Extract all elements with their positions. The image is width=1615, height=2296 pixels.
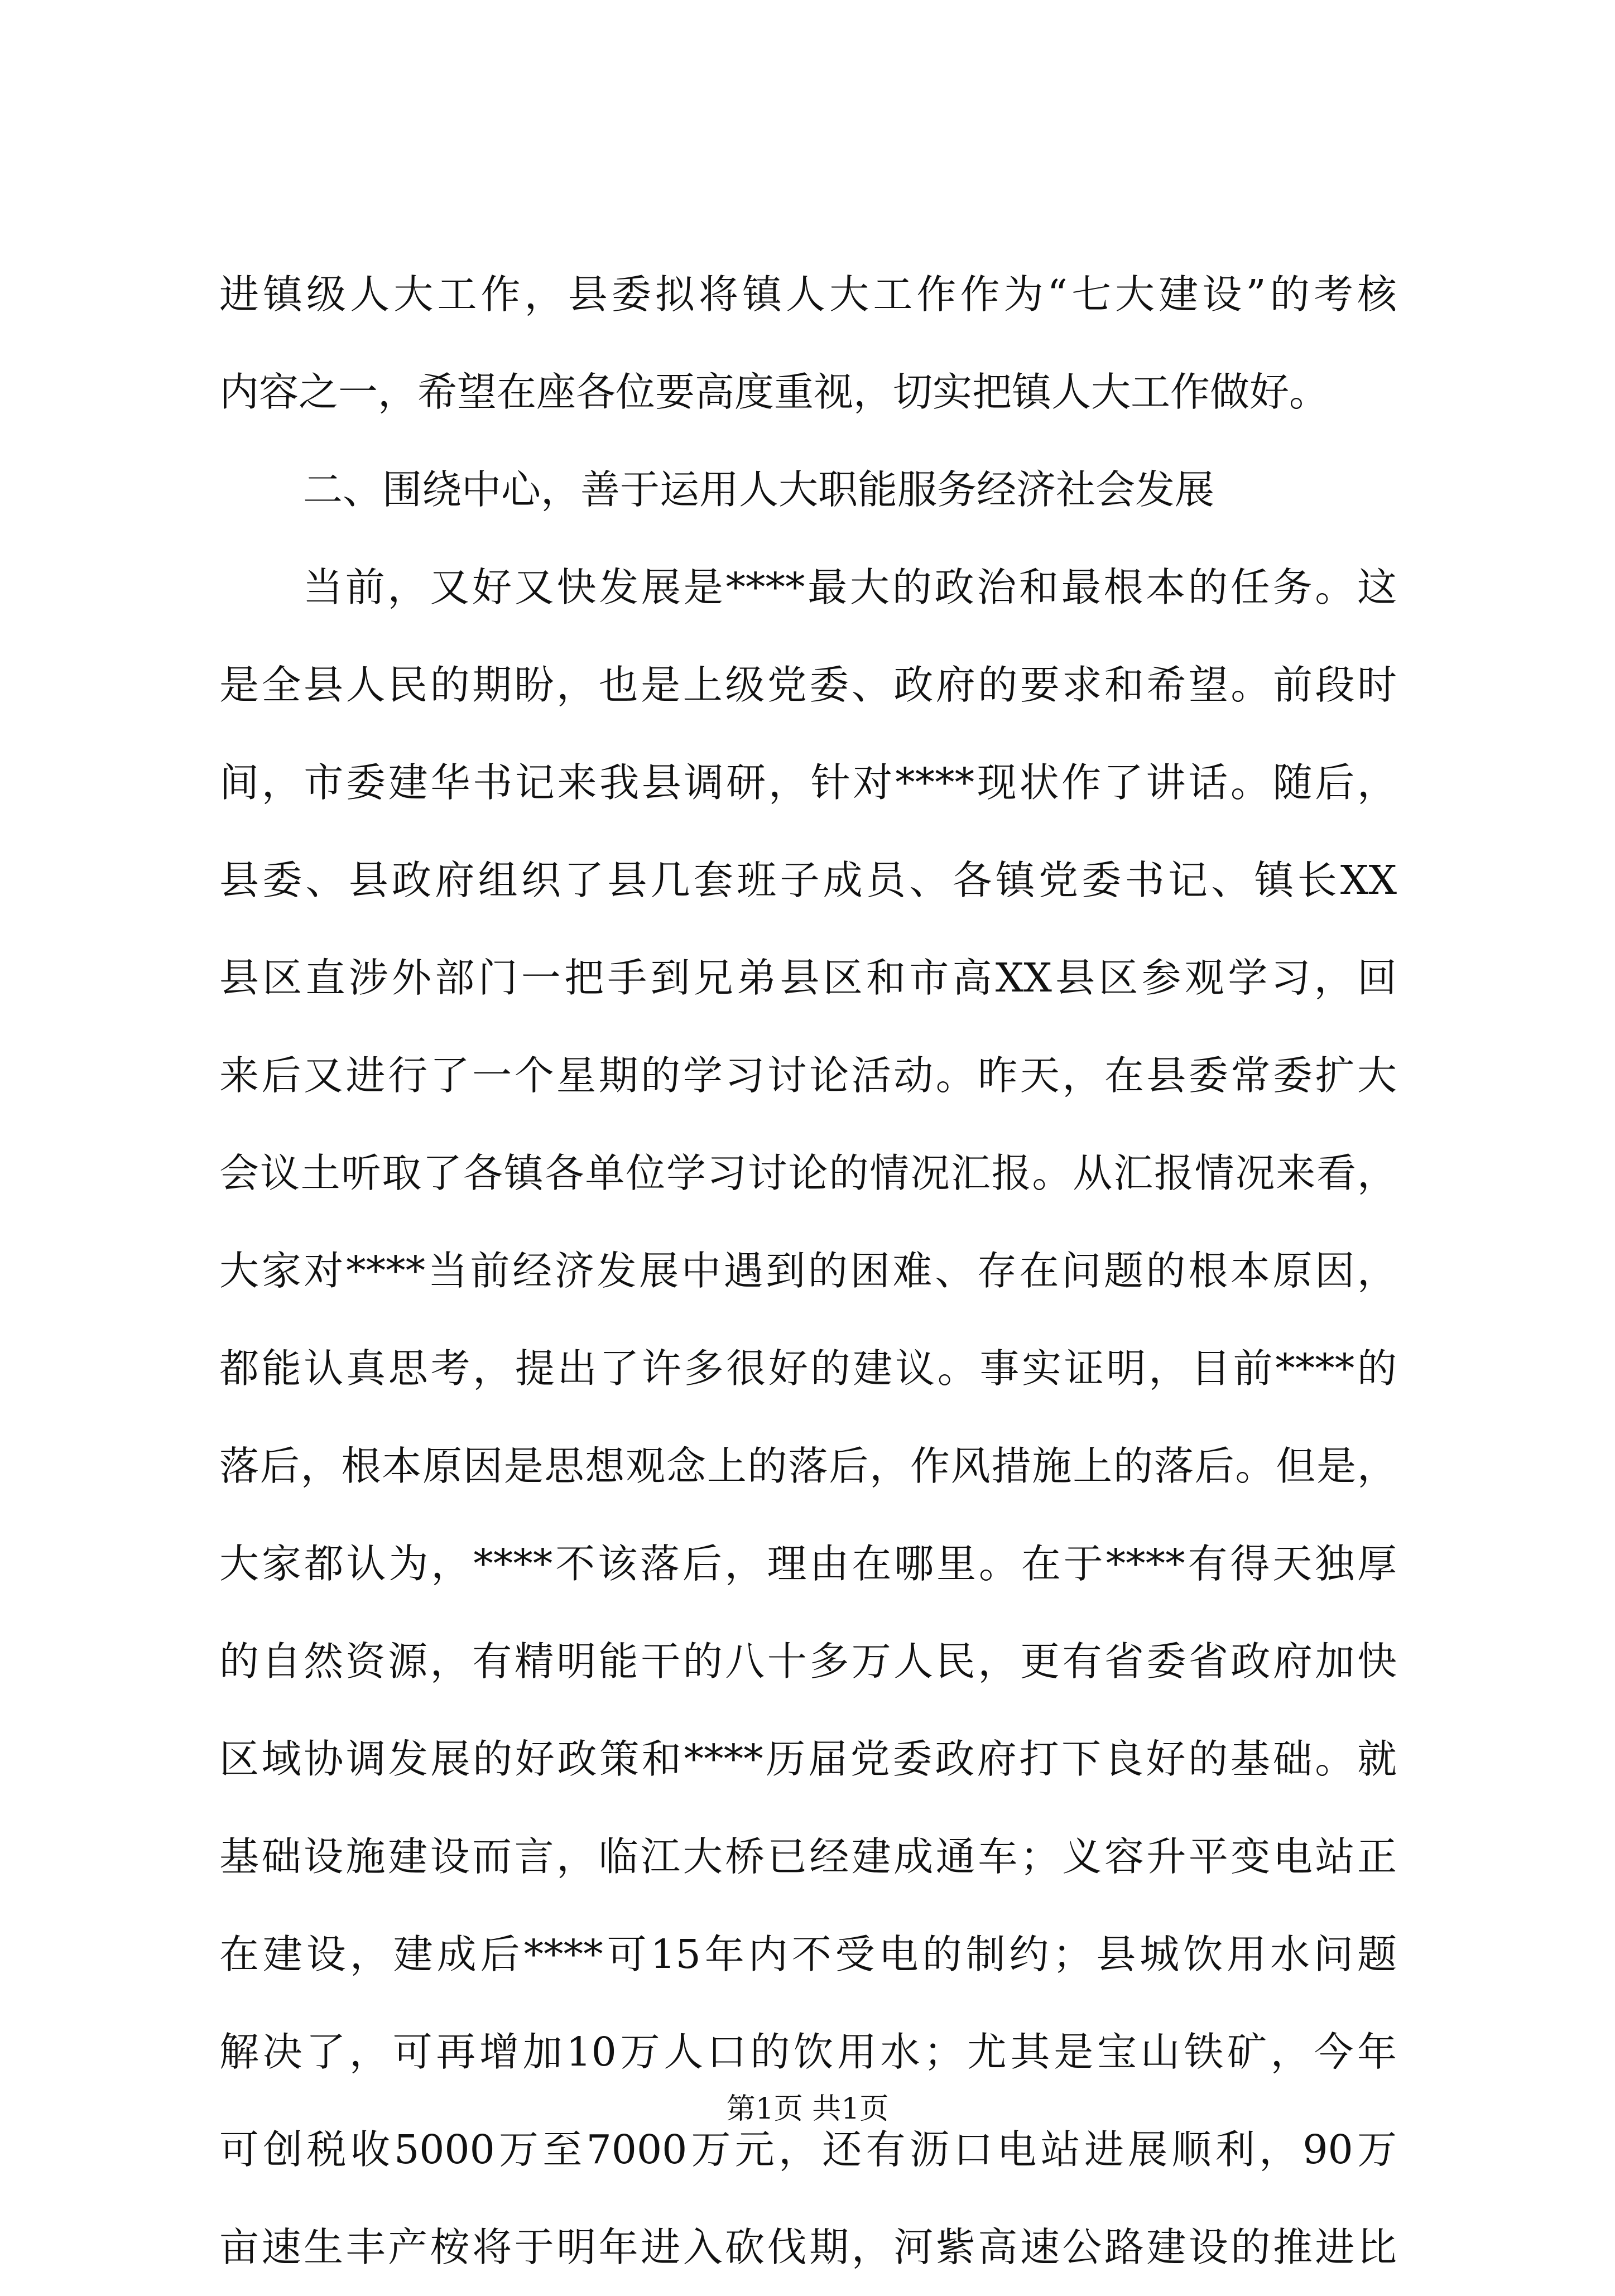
text-line: 是全县人民的期盼，也是上级党委、政府的要求和希望。前段时 [219,662,1397,708]
text-line: 落后，根本原因是思想观念上的落后，作风措施上的落后。但是， [219,1443,1397,1489]
text-line: 间，市委建华书记来我县调研，针对****现状作了讲话。随后， [219,759,1397,806]
text-line: 县委、县政府组织了县几套班子成员、各镇党委书记、镇长XX [219,857,1397,903]
text-line: 都能认真思考，提出了许多很好的建议。事实证明，目前****的 [219,1345,1397,1392]
text-line: 区域协调发展的好政策和****历届党委政府打下良好的基础。就 [219,1736,1397,1782]
text-line: 大家对****当前经济发展中遇到的困难、存在问题的根本原因， [219,1248,1397,1294]
text-line: 的自然资源，有精明能干的八十多万人民，更有省委省政府加快 [219,1638,1397,1684]
text-line: 县区直涉外部门一把手到兄弟县区和市高XX县区参观学习，回 [219,955,1397,1001]
text-line: 大家都认为，****不该落后，理由在哪里。在于****有得天独厚 [219,1541,1397,1587]
text-line: 在建设，建成后****可15年内不受电的制约；县城饮用水问题 [219,1931,1397,1977]
body-text [219,246,1397,2296]
text-line: 亩速生丰产桉将于明年进入砍伐期，河紫高速公路建设的推进比 [219,2224,1397,2270]
text-line: 可创税收5000万至7000万元，还有沥口电站进展顺利，90万 [219,2126,1397,2173]
page-number: 第1页 共1页 [726,2092,889,2126]
text-line: 基础设施建设而言，临江大桥已经建成通车；义容升平变电站正 [219,1833,1397,1880]
text-line: 当前，又好又快发展是****最大的政治和最根本的任务。这 [303,564,1397,610]
text-line: 解决了，可再增加10万人口的饮用水；尤其是宝山铁矿，今年 [219,2029,1397,2075]
text-line: 进镇级人大工作，县委拟将镇人大工作作为“七大建设”的考核 [219,271,1397,317]
text-line: 会议土听取了各镇各单位学习讨论的情况汇报。从汇报情况来看， [219,1150,1397,1196]
section-heading: 二、围绕中心，善于运用人大职能服务经济社会发展 [303,466,1215,513]
page-footer [0,2090,1615,2129]
text-line: 内容之一，希望在座各位要高度重视，切实把镇人大工作做好。 [219,369,1329,415]
text-line: 来后又进行了一个星期的学习讨论活动。昨天，在县委常委扩大 [219,1052,1397,1099]
